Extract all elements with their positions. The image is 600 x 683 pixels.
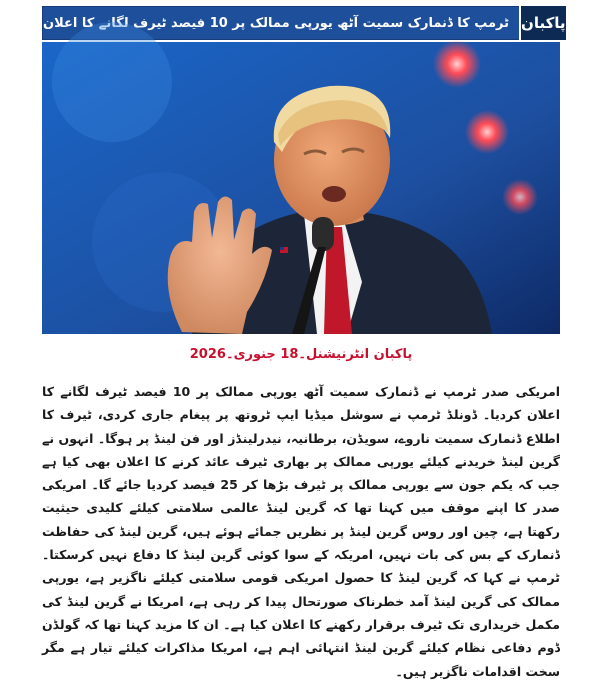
news-photo	[42, 42, 560, 334]
article-body: امریکی صدر ٹرمپ نے ڈنمارک سمیت آٹھ یورپی ممالک پر 10 فیصد ٹیرف لگانے کا اعلان کردیا۔ ڈونلڈ ٹرمپ نے سوشل میڈیا ایپ ٹروتھ پر پیغام جاری کردی، ٹیرف کا اطلاع ڈنمارک سمیت ناروے، سویڈن، برطانیہ، نیدرلینڈز اور فن لینڈ پر ہوگا۔ انہوں نے گرین لینڈ خریدنے کیلئے یورپی ممالک پر بھاری ٹیرف عائد کرنے کا اعلان بھی کیا ہے جب کہ یکم جون سے یورپی ممالک پر ٹیرف بڑھا کر 25 فیصد کردیا جائے گا۔ امریکی صدر کا اپنے موقف میں کہنا تھا کہ گرین لینڈ عالمی سلامتی کیلئے کلیدی حیثیت رکھتا ہے، چین اور روس گرین لینڈ پر نظریں جمائے ہوئے ہیں، گرین لینڈ کی حفاظت ڈنمارک کے بس کی بات نہیں، امریکہ کے سوا کوئی گرین لینڈ کا دفاع نہیں کرسکتا۔ ٹرمپ نے کہا کہ گرین لینڈ کا حصول امریکی قومی سلامتی کیلئے ناگزیر ہے، یورپی ممالک کی گرین لینڈ آمد خطرناک صورتحال پیدا کر رہی ہے، امریکا نے گرین لینڈ کی مکمل خریداری تک ٹیرف برقرار رکھنے کا اعلان کیا ہے۔ ان کا مزید کہنا تھا کہ گولڈن ڈوم دفاعی نظام کیلئے گرین لینڈ انتہائی اہم ہے، امریکا مذاکرات کیلئے تیار ہے مگر سخت اقدامات ناگزیر ہیں۔	[42, 384, 560, 679]
headline-title: ٹرمپ کا ڈنمارک سمیت آٹھ یورپی ممالک پر 10 فیصد ٹیرف لگانے کا اعلان	[43, 15, 510, 31]
dateline: پاکبان انٹرنیشنل۔18 جنوری۔2026	[189, 347, 413, 362]
brand-logo: پاکبان	[519, 6, 566, 40]
